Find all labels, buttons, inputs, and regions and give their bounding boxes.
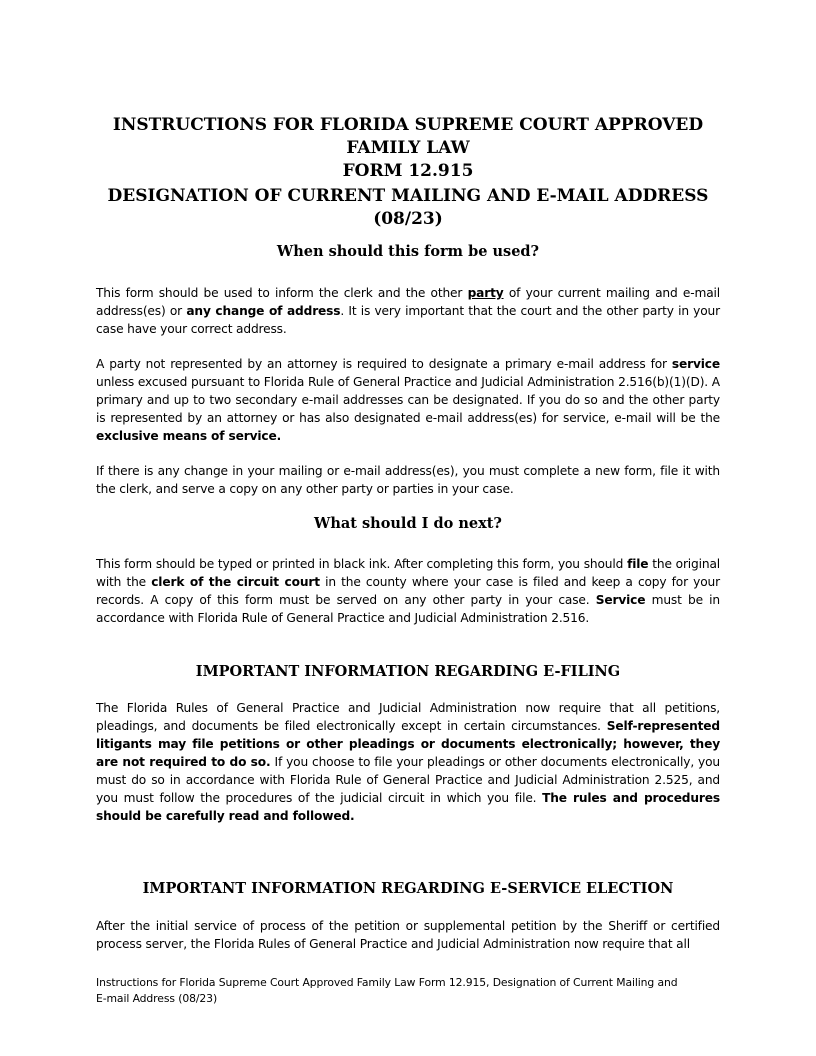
page-footer [96, 975, 720, 1007]
emphasis-file: file [627, 557, 649, 571]
title-line-1: INSTRUCTIONS FOR FLORIDA SUPREME COURT APPROVED FAMILY LAW [112, 115, 704, 158]
paragraph-address-change: If there is any change in your mailing or e-mail address(es), you must complete a new form, file it with the clerk, and serve a copy on any other party or parties in your case. [96, 464, 720, 496]
title-line-2: FORM 12.915 [342, 161, 474, 181]
footer-line-1: Instructions for Florida Supreme Court Approved Family Law Form 12.915, Designation of Current Mailing and [96, 976, 678, 989]
emphasis-self-represented: Self-represented litigants may file petitions or other pleadings or documents electronically; however, they are not required to do so. [96, 719, 720, 769]
paragraph-filing-instructions: This form should be typed or printed in black ink. After completing this form, you should file the original with the clerk of the circuit court in the county where your case is filed and keep a copy for your records. A copy of this form must be served on any other party in your case. Service must be in accordance with Florida Rule of General Practice and Judicial Administration 2.516. [96, 557, 720, 625]
paragraph-eservice: After the initial service of process of the petition or supplemental petition by the Sheriff or certified process server, the Florida Rules of General Practice and Judicial Administration now require that all [96, 919, 720, 951]
paragraph-email-service: A party not represented by an attorney is required to designate a primary e-mail address for service unless excused pursuant to Florida Rule of General Practice and Judicial Administration 2.516(b)(1)(D). A primary and up to two secondary e-mail addresses can be designated. If you do so and the other party is represented by an attorney or has also designated e-mail address(es) for service, e-mail will be the exclusive means of service. [96, 357, 720, 443]
section-heading-efiling: IMPORTANT INFORMATION REGARDING E-FILING [195, 663, 621, 680]
title-line-4: (08/23) [373, 209, 443, 229]
emphasis-change-of-address: any change of address [186, 304, 341, 318]
footer-line-2: E-mail Address (08/23) [96, 992, 218, 1005]
emphasis-party: party [467, 286, 504, 300]
section-heading-when: When should this form be used? [276, 243, 540, 260]
emphasis-clerk: clerk of the circuit court [151, 575, 320, 589]
paragraph-purpose: This form should be used to inform the clerk and the other party of your current mailing and e-mail address(es) or any change of address. It is very important that the court and the other party in your case have your correct address. [96, 286, 720, 336]
emphasis-service-2: Service [595, 593, 646, 607]
emphasis-service: service [671, 357, 720, 371]
document-title [96, 114, 720, 231]
section-heading-eservice: IMPORTANT INFORMATION REGARDING E-SERVICE ELECTION [142, 880, 674, 897]
emphasis-rules-procedures: The rules and procedures should be carefully read and followed. [96, 791, 720, 823]
emphasis-exclusive-means: exclusive means of service. [96, 429, 282, 443]
section-heading-next: What should I do next? [314, 515, 502, 532]
title-line-3: DESIGNATION OF CURRENT MAILING AND E-MAIL ADDRESS [107, 186, 709, 206]
paragraph-efiling: The Florida Rules of General Practice and Judicial Administration now require that all petitions, pleadings, and documents be filed electronically except in certain circumstances. Self-represented litigants may file petitions or other pleadings or documents electronically; however, they are not required to do so. If you choose to file your pleadings or other documents electronically, you must do so in accordance with Florida Rule of General Practice and Judicial Administration 2.525, and you must follow the procedures of the judicial circuit in which you file. The rules and procedures should be carefully read and followed. [96, 701, 720, 823]
